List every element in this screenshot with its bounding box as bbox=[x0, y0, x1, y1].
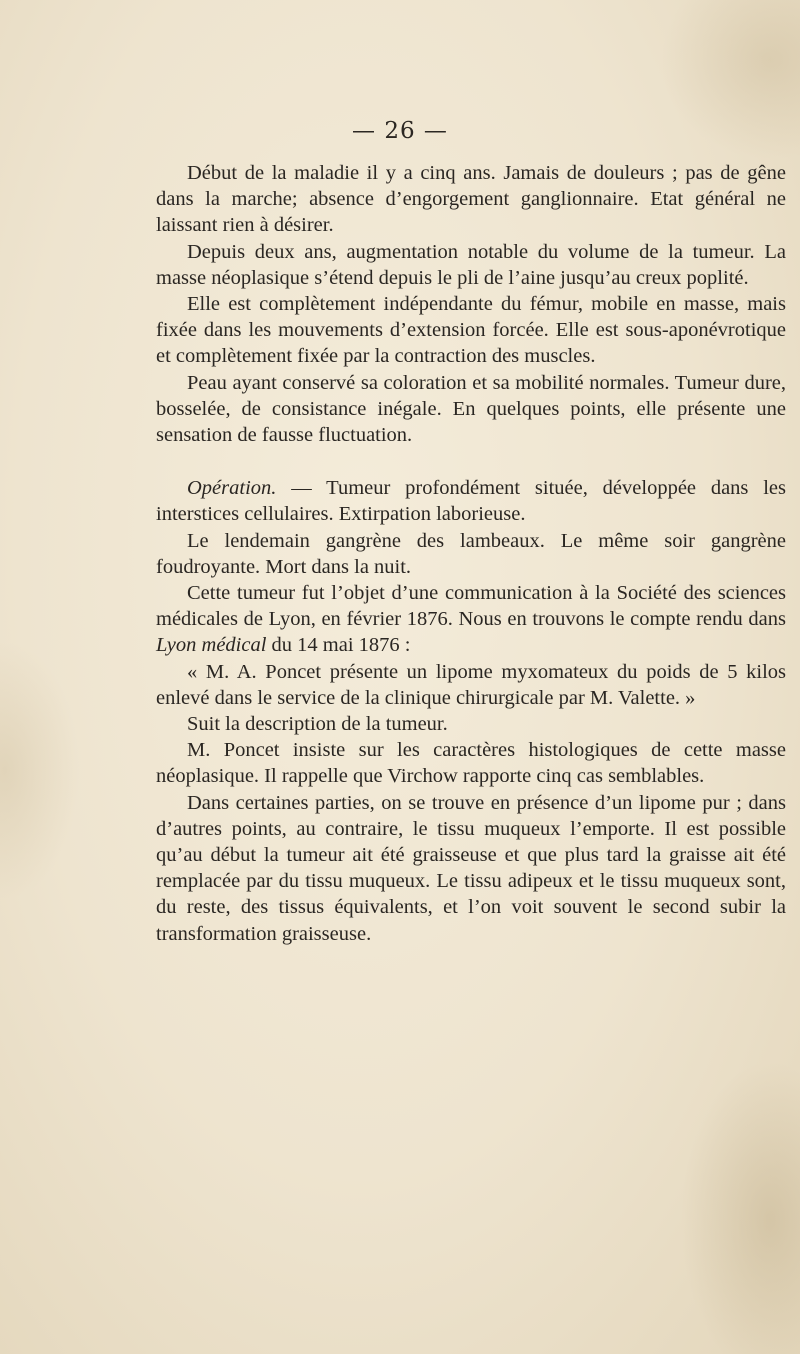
paper-stain bbox=[0, 640, 80, 900]
paragraph: M. Poncet insiste sur les caractères histologiques de cette masse néoplasique. Il rappelle que Virchow rapporte cinq cas semblables. bbox=[156, 739, 786, 788]
paragraph-text: Cette tumeur fut l’objet d’une communication à la Société des sciences médicales de Lyon, en février 1876. Nous en trouvons le compte rendu dans bbox=[156, 582, 786, 631]
paragraph: Suit la description de la tumeur. bbox=[187, 713, 448, 736]
journal-title: Lyon médical bbox=[156, 634, 267, 657]
paper-stain bbox=[680, 1060, 800, 1354]
paragraph-text: du 14 mai 1876 : bbox=[266, 634, 411, 657]
paragraph-text: — Tumeur profondément située, développée dans les interstices cellulaires. Extirpation laborieuse. bbox=[156, 477, 786, 526]
page-number: — 26 — bbox=[352, 118, 448, 144]
paragraph-quote: « M. A. Poncet présente un lipome myxomateux du poids de 5 kilos enlevé dans le service de la clinique chirurgicale par M. Valette. » bbox=[156, 660, 786, 709]
section-lead: Opération. bbox=[187, 477, 277, 500]
paragraph: Peau ayant conservé sa coloration et sa mobilité normales. Tumeur dure, bosselée, de consistance inégale. En quelques points, elle présente une sensation de fausse fluctuation. bbox=[156, 371, 786, 447]
paragraph: Début de la maladie il y a cinq ans. Jamais de douleurs ; pas de gêne dans la marche; absence d’engorgement ganglionnaire. Etat général ne laissant rien à désirer. bbox=[156, 162, 786, 237]
paragraph: Depuis deux ans, augmentation notable du volume de la tumeur. La masse néoplasique s’étend depuis le pli de l’aine jusqu’au creux poplité. bbox=[156, 240, 786, 289]
paragraph: Dans certaines parties, on se trouve en présence d’un lipome pur ; dans d’autres points, au contraire, le tissu muqueux l’emporte. Il est possible qu’au début la tumeur ait été graisseuse et que plus tard la graisse ait été remplacée par du tissu muqueux. Le tissu adipeux et le tissu muqueux sont, du reste, des tissus équivalents, et l’on voit souvent le second subir la transformation graisseuse. bbox=[156, 791, 786, 945]
paragraph: Le lendemain gangrène des lambeaux. Le même soir gangrène foudroyante. Mort dans la nuit. bbox=[156, 529, 786, 578]
paragraph-reference bbox=[156, 580, 786, 659]
paragraph: Elle est complètement indépendante du fémur, mobile en masse, mais fixée dans les mouvements d’extension forcée. Elle est sous-aponévrotique et complètement fixée par la contraction des muscles. bbox=[156, 293, 786, 368]
body-text bbox=[156, 160, 786, 947]
paragraph-operation bbox=[156, 475, 786, 527]
